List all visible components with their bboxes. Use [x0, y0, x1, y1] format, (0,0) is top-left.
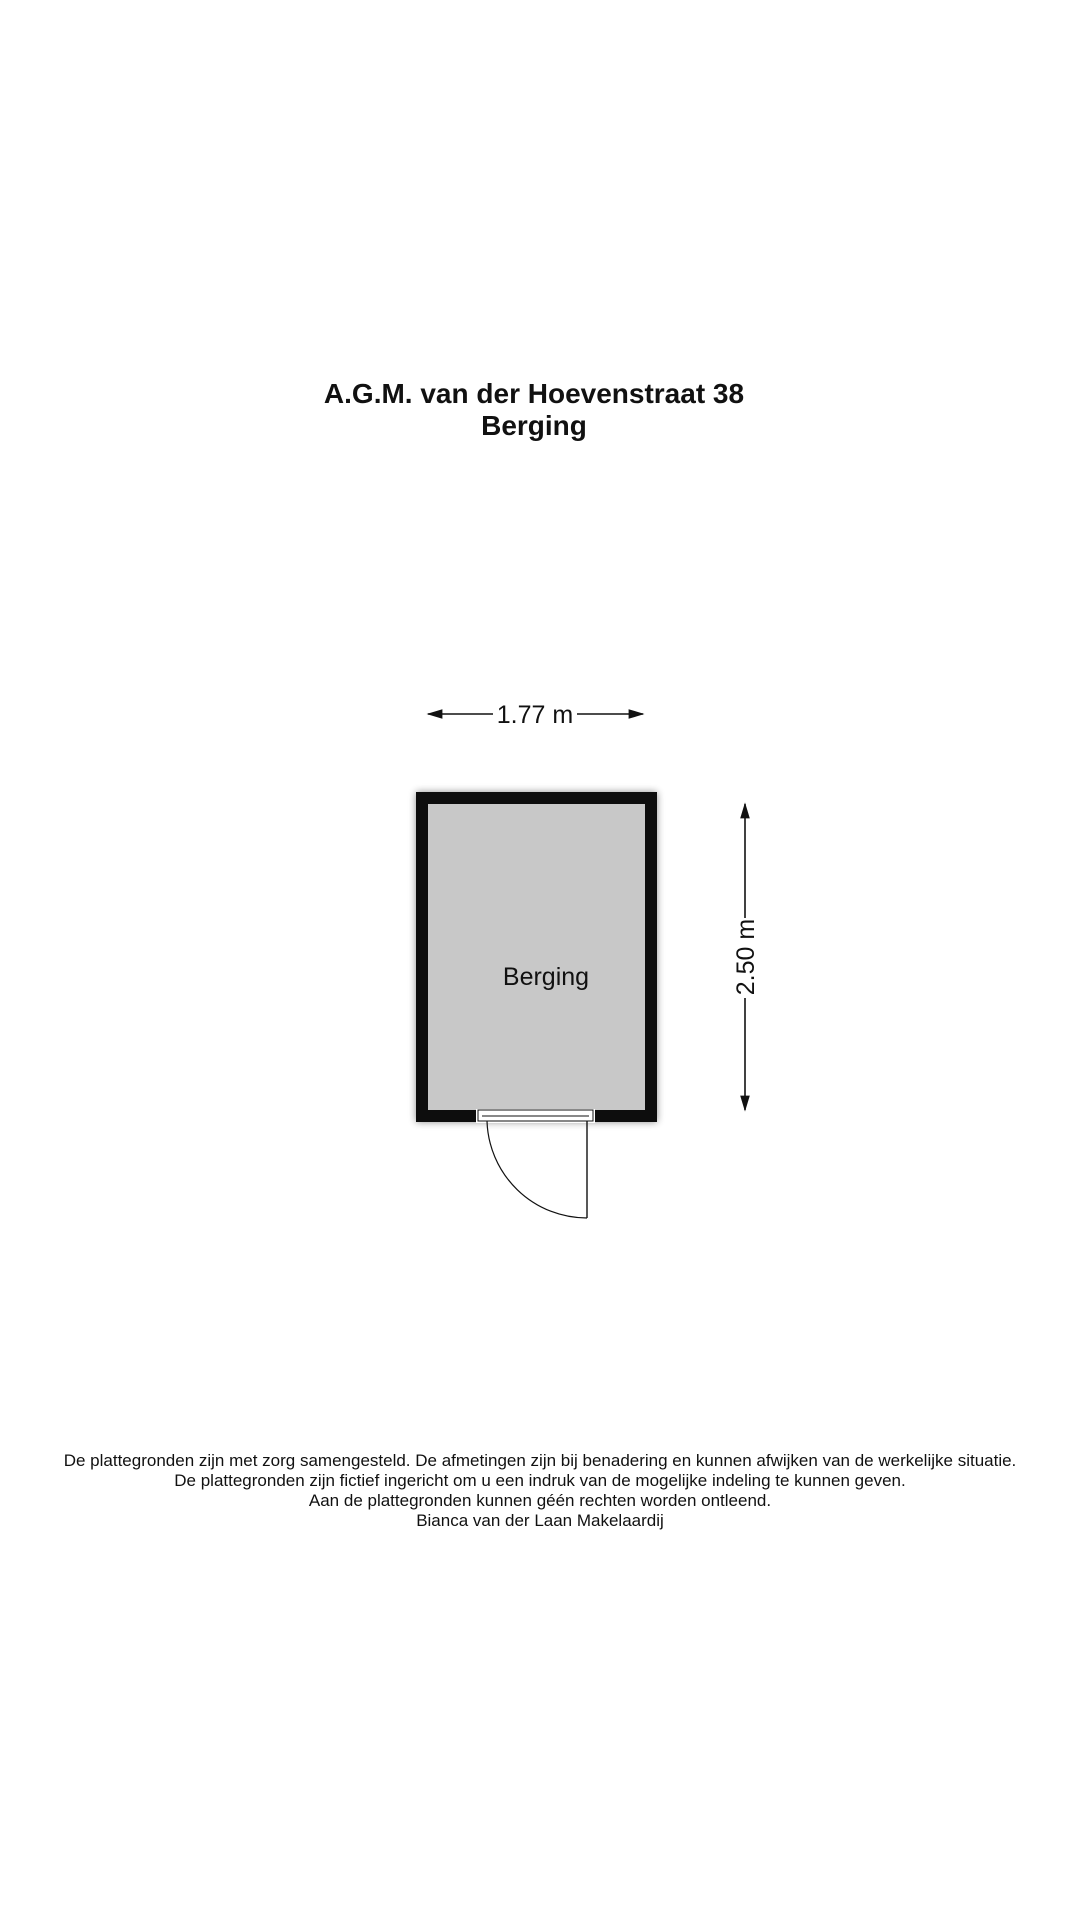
height-dimension — [732, 804, 760, 1110]
disclaimer-line-4: Bianca van der Laan Makelaardij — [416, 1511, 664, 1530]
room-floor — [428, 804, 645, 1110]
door — [476, 1109, 595, 1218]
disclaimer-line-1: De plattegronden zijn met zorg samengesteld. De afmetingen zijn bij benadering en kunnen afwijken van de werkelijke situatie. — [63, 1451, 1017, 1470]
disclaimer-line-2: De plattegronden zijn fictief ingericht om u een indruk van de mogelijke indeling te kunnen geven. — [174, 1471, 906, 1490]
disclaimer — [0, 1451, 1080, 1531]
page-title: A.G.M. van der Hoevenstraat 38 — [323, 378, 745, 409]
width-dimension-label: 1.77 m — [496, 701, 574, 729]
door-swing-arc — [487, 1121, 587, 1218]
room-label: Berging — [502, 963, 590, 991]
disclaimer-line-3: Aan de plattegronden kunnen géén rechten worden ontleend. — [308, 1491, 772, 1510]
floor-title: Berging — [481, 410, 587, 441]
room — [416, 792, 657, 1122]
width-dimension — [428, 701, 643, 729]
height-dimension-label: 2.50 m — [732, 918, 760, 996]
